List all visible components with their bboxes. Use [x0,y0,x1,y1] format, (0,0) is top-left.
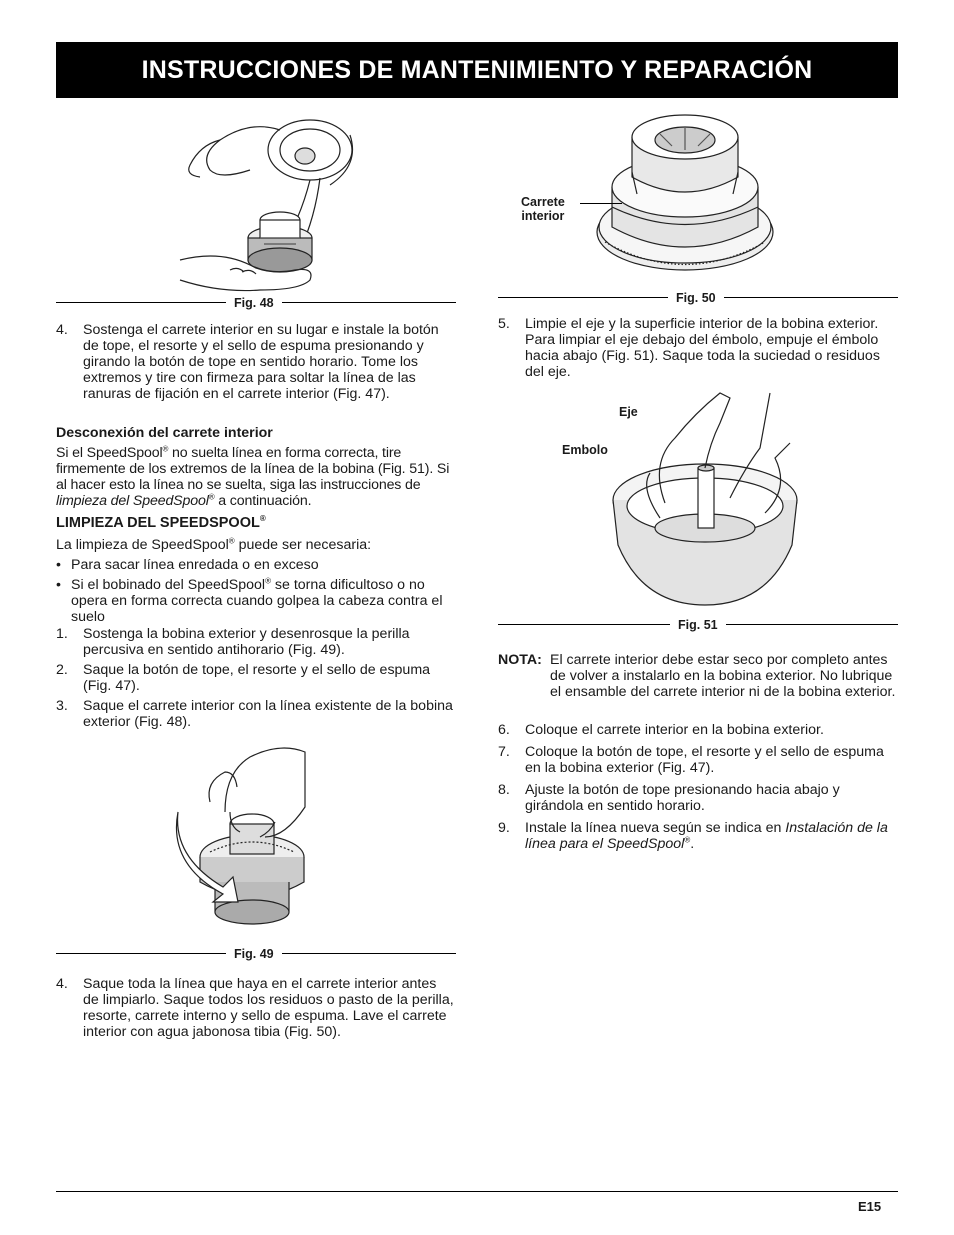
list-item-step4b [56,976,456,1040]
step-text: Coloque la botón de tope, el resorte y el sello de espuma en la bobina exterior (Fig. 47). [525,744,884,776]
step-text: Coloque el carrete interior en la bobina exterior. [525,722,824,738]
note-block [498,652,898,700]
step-number: 6. [498,722,510,738]
list-item-step5 [498,316,898,380]
step-number: 2. [56,662,68,678]
figure-50-illustration [590,112,780,274]
bullet-item-2: • Si el bobinado del SpeedSpool® se torna dificultoso o no opera en forma correcta cuando golpea la cabeza contra el suelo [56,576,443,625]
list-item-step3 [56,698,456,730]
section-heading-disconnect: Desconexión del carrete interior [56,425,273,441]
figure-51-illustration [605,388,805,618]
step-number: 4. [56,322,68,338]
section-heading-cleaning: LIMPIEZA DEL SPEEDSPOOL® [56,514,266,531]
paragraph-disconnect: Si el SpeedSpool® no suelta línea en forma correcta, tire firmemente de los extremos de la línea de la bobina (Fig. 51). Si al hacer esto la línea no se suelta, siga las instrucciones de limpieza del SpeedSpool® a continuación. [56,444,450,509]
step-number: 1. [56,626,68,642]
list-item-step2 [56,662,456,694]
paragraph-cleaning-intro: La limpieza de SpeedSpool® puede ser necesaria: [56,536,372,553]
list-item-step6 [498,722,898,738]
page-number: E15 [858,1199,882,1214]
page-title: INSTRUCCIONES DE MANTENIMIENTO Y REPARACIÓN [56,42,898,98]
step-number: 9. [498,820,510,836]
fig49-caption: Fig. 49 [226,946,282,962]
fig50-label-carrete-interior: Carrete interior [521,195,565,223]
step-text: Sostenga el carrete interior en su lugar e instale la botón de tope, el resorte y el sello de espuma presionando y girando la botón de tope en sentido horario. Tome los extremos y tire con firmeza para soltar la línea de las ranuras de fijación en el carrete interior (Fig. 47). [83,322,439,402]
step-text: Saque el carrete interior con la línea existente de la bobina exterior (Fig. 48). [83,698,453,730]
step-text: Saque la botón de tope, el resorte y el sello de espuma (Fig. 47). [83,662,431,694]
step-number: 3. [56,698,68,714]
list-item-step9 [498,820,898,852]
figure-49-illustration [170,742,330,938]
list-item-step1 [56,626,456,658]
fig50-leader [580,203,622,204]
step-text: Limpie el eje y la superficie interior de la bobina exterior. Para limpiar el eje debajo del émbolo, empuje el émbolo hacia abajo (Fig. 51). Saque toda la suciedad o residuos del eje. [525,316,880,380]
fig51-caption: Fig. 51 [670,617,726,633]
list-item-step4a [56,322,456,402]
fig48-caption: Fig. 48 [226,295,282,311]
step-text: Ajuste la botón de tope presionando hacia abajo y girándola en sentido horario. [525,782,840,814]
step-text: Saque toda la línea que haya en el carrete interior antes de limpiarlo. Saque todos los residuos o pasto de la perilla, resorte, carrete interno y sello de espuma. Lave el carrete interior con agua jabonosa tibia (Fig. 50). [83,976,454,1040]
step-number: 5. [498,316,510,332]
footer-rule [56,1191,898,1192]
list-item-step7 [498,744,898,776]
step-text: Instale la línea nueva según se indica en Instalación de la línea para el SpeedSpool®. [525,820,888,852]
note-label: NOTA: [498,652,542,668]
figure-48-illustration [160,110,370,292]
step-text: Sostenga la bobina exterior y desenrosque la perilla percusiva en sentido antihorario (Fig. 49). [83,626,410,658]
step-number: 7. [498,744,510,760]
fig51-label-embolo: Embolo [562,443,608,457]
fig51-label-eje: Eje [619,405,638,419]
note-text: El carrete interior debe estar seco por completo antes de volver a instalarlo en la bobina exterior. No lubrique el ensamble del carrete interior ni de la bobina exterior. [550,652,896,700]
fig50-caption: Fig. 50 [668,290,724,306]
bullet-item-1: • Para sacar línea enredada o en exceso [56,557,319,573]
step-number: 8. [498,782,510,798]
step-number: 4. [56,976,68,992]
list-item-step8 [498,782,898,814]
